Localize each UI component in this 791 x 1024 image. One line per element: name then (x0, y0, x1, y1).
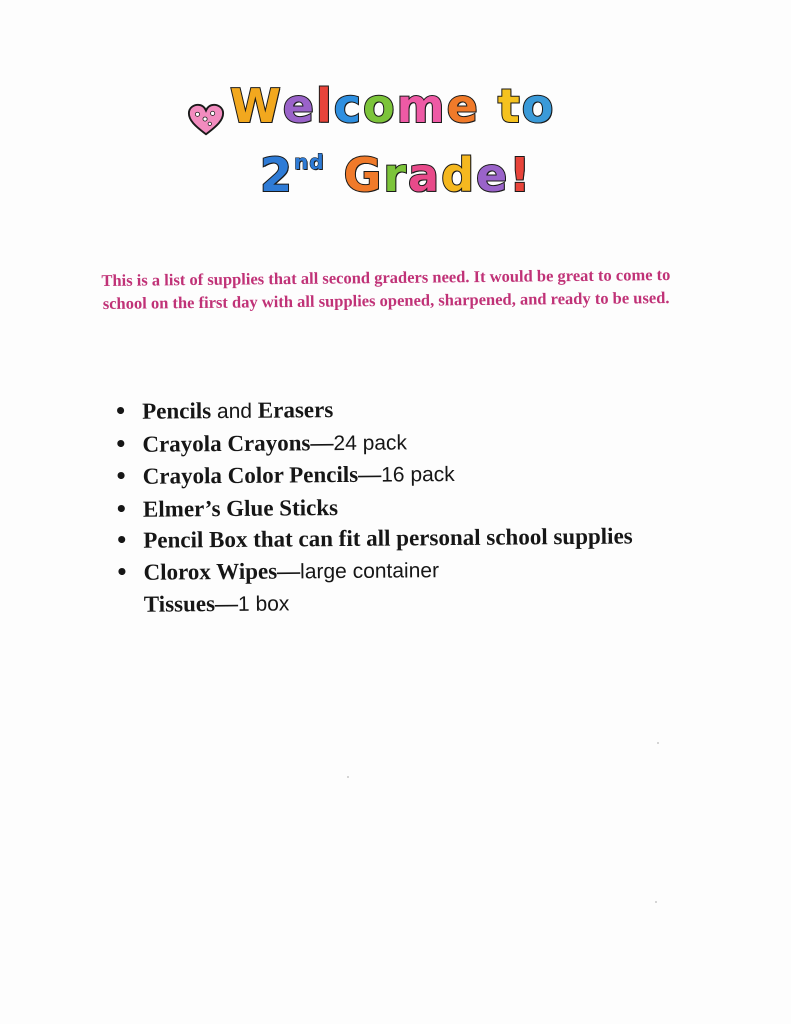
banner-letter (480, 80, 497, 132)
bullet-icon: • (115, 527, 129, 552)
list-item (114, 584, 674, 621)
banner-letter: e (446, 79, 479, 133)
banner-letter: d (441, 148, 476, 202)
banner-letter: ! (509, 148, 532, 202)
banner-title-line-1 (230, 80, 555, 132)
list-item (112, 424, 672, 461)
item-name: Clorox Wipes— (143, 557, 301, 585)
item-quantity: 1 box (237, 592, 290, 616)
item-quantity: 16 pack (381, 463, 455, 487)
list-item (113, 552, 673, 589)
item-name: Tissues— (143, 590, 239, 617)
supply-list (112, 391, 674, 621)
welcome-banner (185, 80, 575, 200)
banner-letter: t (497, 79, 521, 133)
scan-speck (347, 776, 349, 778)
bullet-icon: • (114, 398, 128, 423)
item-connector: and (211, 399, 258, 424)
list-item (112, 391, 672, 428)
intro-paragraph: This is a list of supplies that all second graders need. It would be great to come to school on the first day with all supplies opened, sharpened, and ready to be used. (101, 265, 671, 313)
banner-spacer (326, 149, 343, 201)
banner-letter: m (396, 79, 446, 133)
scan-speck (655, 901, 657, 903)
item-name-secondary: Erasers (257, 397, 334, 423)
bullet-icon: • (115, 559, 129, 584)
banner-title-line-2 (260, 136, 532, 201)
item-name: Crayola Color Pencils— (142, 461, 382, 489)
banner-letter: r (383, 148, 408, 202)
list-item (113, 489, 673, 525)
bullet-icon: • (114, 463, 128, 488)
bullet-icon: • (114, 496, 128, 521)
list-item (113, 456, 673, 493)
banner-letter: e (476, 148, 509, 202)
item-name: Pencil Box that can fit all personal school supplies (143, 523, 633, 553)
item-quantity: 24 pack (333, 430, 408, 455)
banner-letter: o (521, 79, 555, 133)
banner-ordinal-number: 2 (260, 148, 294, 202)
item-name: Pencils (142, 398, 212, 424)
banner-letter: a (408, 148, 441, 202)
heart-icon (187, 102, 225, 138)
banner-letter: c (333, 79, 363, 133)
banner-ordinal-suffix: nd (294, 150, 325, 174)
banner-letter: e (282, 79, 315, 133)
banner-letter: o (363, 79, 396, 133)
item-name: Crayola Crayons— (142, 429, 334, 457)
banner-letter: W (230, 79, 282, 133)
list-item (113, 520, 673, 556)
banner-letter: G (343, 148, 383, 202)
banner-letter: l (315, 79, 333, 133)
item-quantity: large container (299, 558, 440, 583)
banner-grade-word (326, 148, 533, 202)
scan-speck (657, 742, 659, 744)
bullet-icon: • (114, 431, 128, 456)
item-name: Elmer’s Glue Sticks (142, 494, 339, 522)
